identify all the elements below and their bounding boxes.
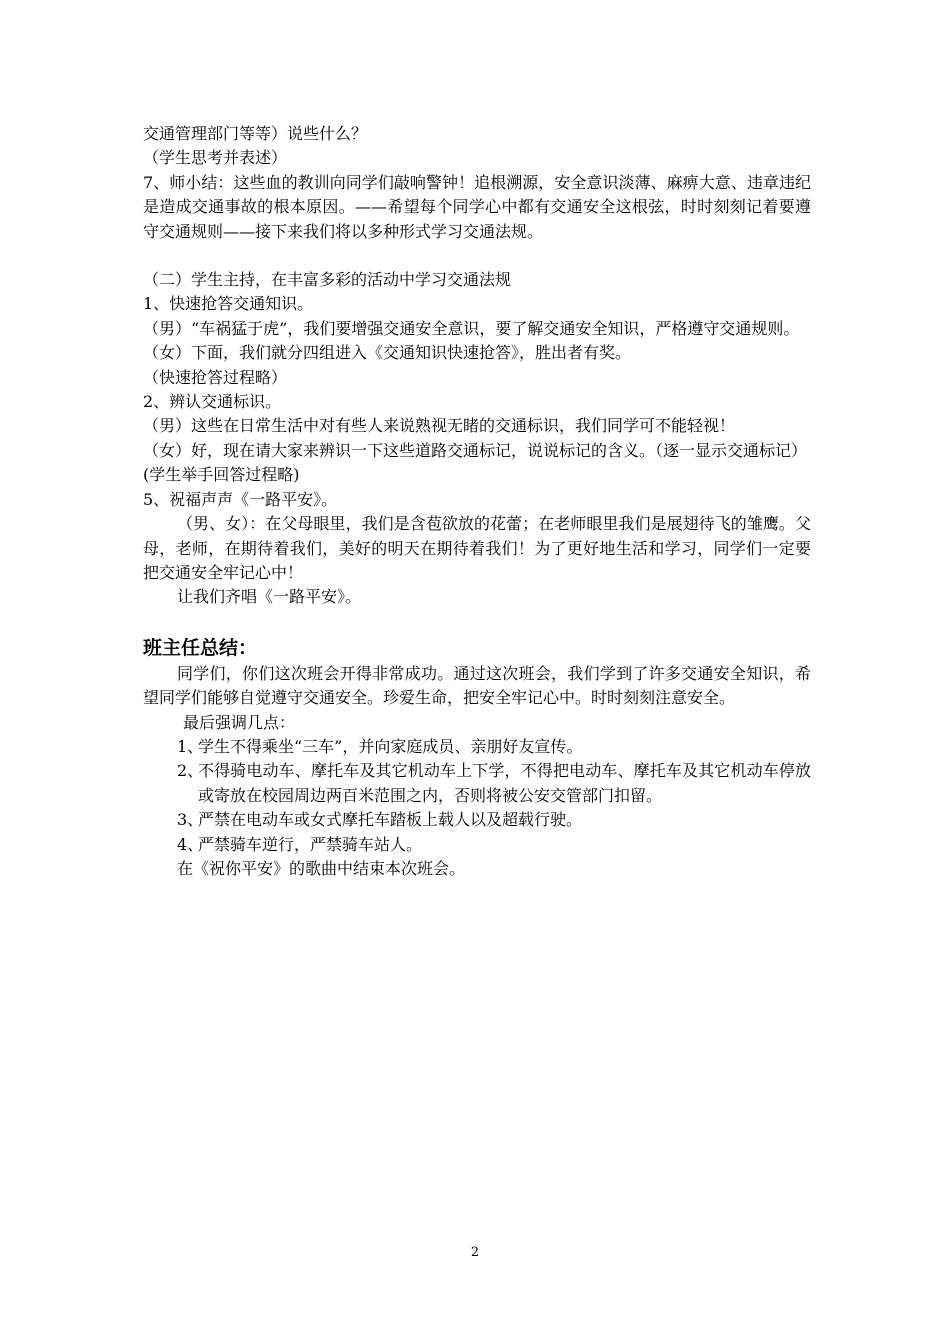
list-item — [143, 759, 811, 808]
paragraph-question-end: 交通管理部门等等）说些什么？ — [143, 124, 368, 143]
list-item-number: 3、 — [177, 810, 204, 830]
list-item-number: 1、 — [177, 736, 204, 756]
activity-five-song: 让我们齐唱《一路平安》。 — [177, 587, 362, 607]
emphasis-list — [143, 735, 811, 857]
list-item — [143, 808, 811, 832]
activity-one-female-line: （女）下面，我们就分四组进入《交通知识快速抢答》，胜出者有奖。 — [143, 343, 632, 363]
closing-line: 在《祝你平安》的歌曲中结束本次班会。 — [177, 858, 466, 878]
activity-two-note: (学生举手回答过程略) — [143, 465, 300, 485]
page-number: 2 — [470, 1245, 480, 1260]
summary-body: 同学们，你们这次班会开得非常成功。通过这次班会，我们学到了许多交通安全知识，希望同学们能够自觉遵守交通安全。珍爱生命，把安全牢记心中。时时刻刻注意安全。 — [143, 663, 811, 708]
list-item — [143, 833, 811, 857]
document-page — [143, 122, 811, 881]
activity-five-title: 5、祝福声声《一路平安》。 — [143, 489, 338, 509]
list-item-text: 严禁骑车逆行，严禁骑车站人。 — [198, 834, 423, 854]
list-item-number: 2、 — [177, 761, 204, 781]
activity-one-male-line: （男）“车祸猛于虎”，我们要增强交通安全意识，要了解交通安全知识，严格遵守交通规则。 — [143, 318, 800, 338]
activity-one-note: （快速抢答过程略） — [143, 367, 288, 387]
list-item-text: 学生不得乘坐“三车”，并向家庭成员、亲朋好友宣传。 — [198, 736, 583, 756]
activity-two-male-line: （男）这些在日常生活中对有些人来说熟视无睹的交通标识，我们同学可不能轻视！ — [143, 416, 736, 436]
paragraph-teacher-summary: 7、师小结：这些血的教训向同学们敲响警钟！追根溯源，安全意识淡薄、麻痹大意、违章违纪是造成交通事故的根本原因。——希望每个同学心中都有交通安全这根弦，时时刻刻记着要遵守交通规则——接下来我们将以多种形式学习交通法规。 — [143, 172, 811, 241]
list-item-text: 严禁在电动车或女式摩托车踏板上载人以及超载行驶。 — [198, 810, 583, 830]
activity-two-title: 2、辨认交通标识。 — [143, 392, 282, 412]
activity-one-title: 1、快速抢答交通知识。 — [143, 294, 314, 314]
activity-five-body: （男、女）：在父母眼里，我们是含苞欲放的花蕾；在老师眼里我们是展翅待飞的雏鹰。父母，老师，在期待着我们，美好的明天在期待着我们！为了更好地生活和学习，同学们一定要把交通安全牢记心中！ — [143, 514, 811, 582]
list-item-number: 4、 — [177, 834, 204, 854]
section-two-title: （二）学生主持，在丰富多彩的活动中学习交通法规 — [143, 270, 512, 290]
summary-heading: 班主任总结： — [143, 636, 258, 659]
paragraph-student-thinking: （学生思考并表述） — [143, 148, 288, 168]
activity-two-female-line: （女）好，现在请大家来辨识一下这些道路交通标记，说说标记的含义。（逐一显示交通标记） — [143, 440, 808, 460]
list-item-text: 不得骑电动车、摩托车及其它机动车上下学，不得把电动车、摩托车及其它机动车停放或寄放在校园周边两百米范围之内，否则将被公安交管部门扣留。 — [198, 761, 811, 805]
blank-line — [143, 244, 811, 268]
list-item — [143, 735, 811, 759]
summary-emphasis-intro: 最后强调几点： — [183, 712, 296, 732]
